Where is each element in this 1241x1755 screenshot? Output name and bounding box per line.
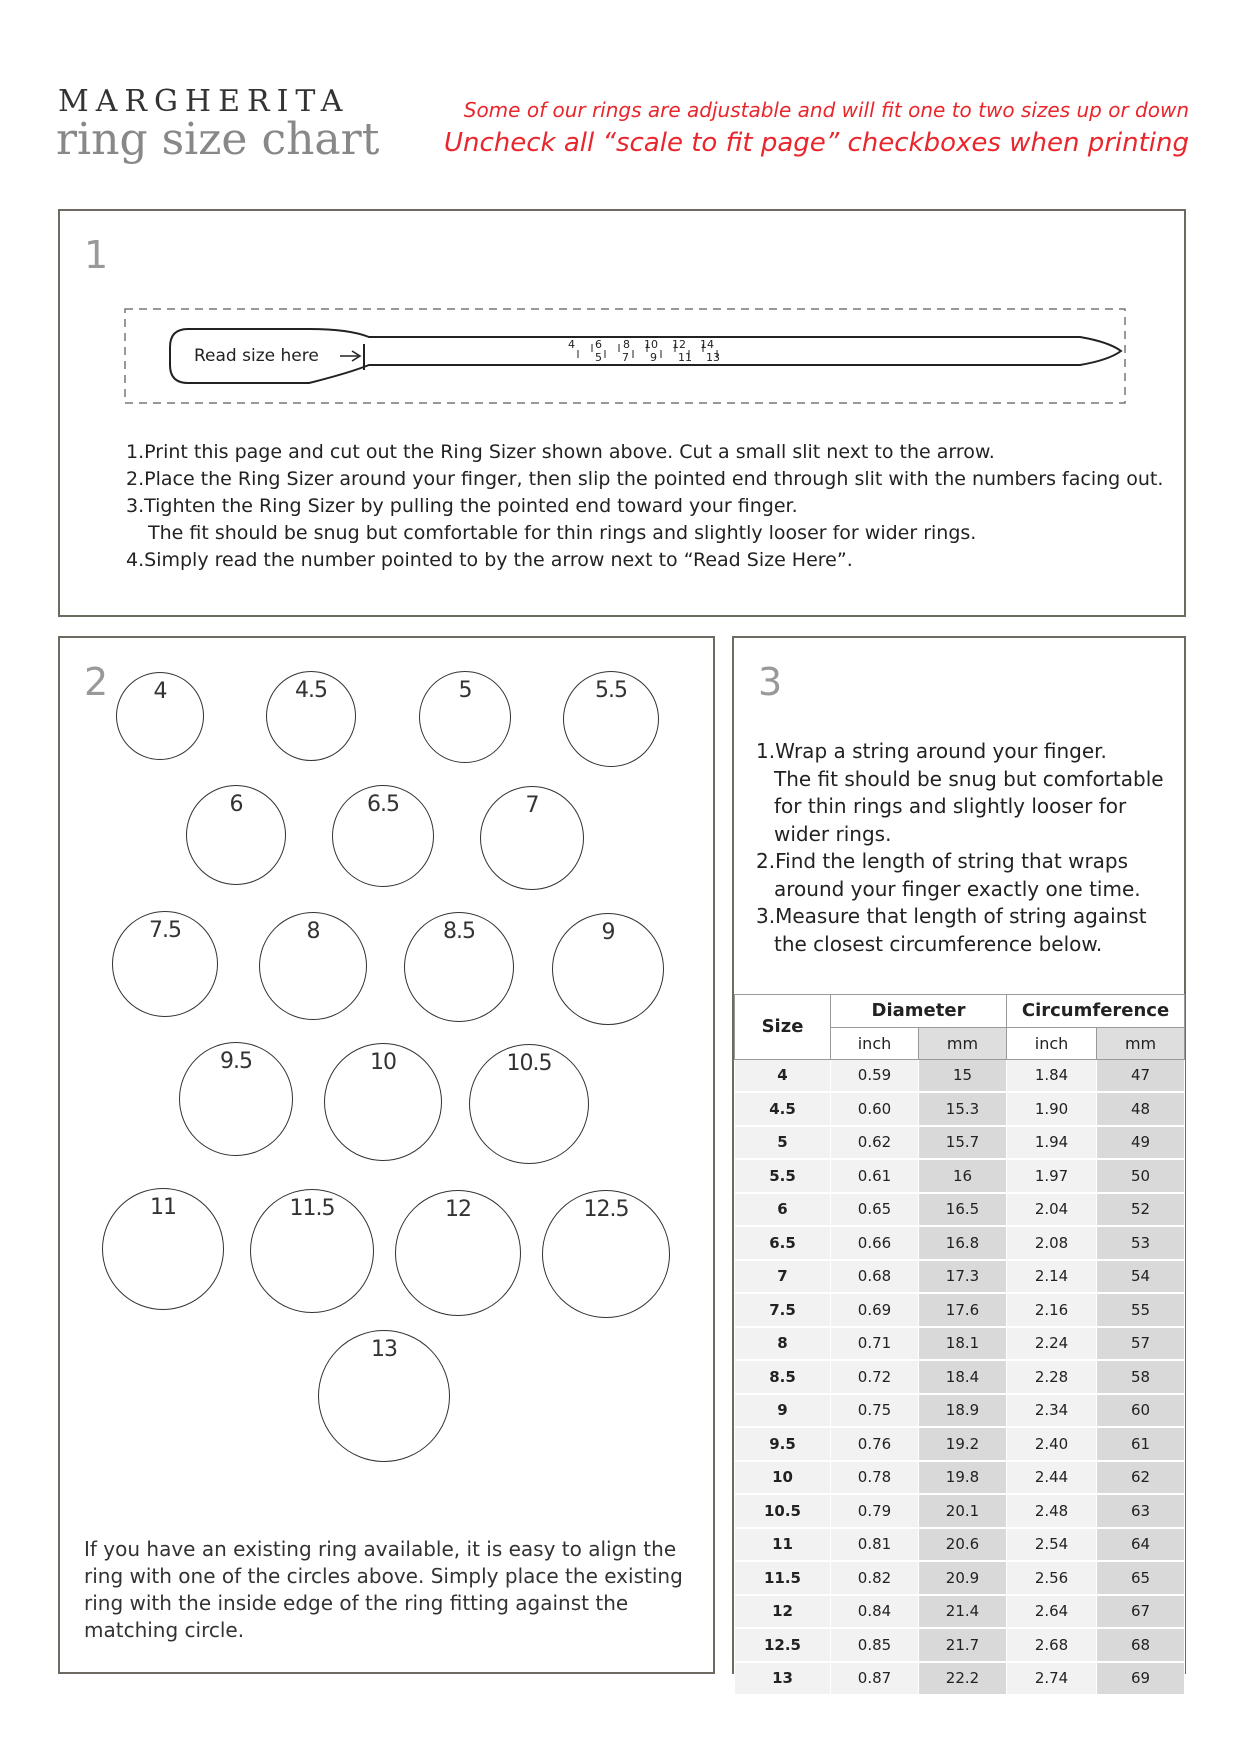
- sizer-tick-label: 11: [678, 351, 692, 364]
- diameter-inch-cell: 0.72: [831, 1360, 919, 1394]
- size-cell: 6.5: [735, 1226, 831, 1260]
- ring-circle: [332, 785, 434, 887]
- sizer-tick-label: 10: [644, 338, 658, 351]
- sizer-tick-label: 14: [700, 338, 714, 351]
- circumference-mm-cell: 55: [1097, 1293, 1185, 1327]
- step3-panel: [732, 636, 1186, 1688]
- ring-circle: [404, 912, 514, 1022]
- diameter-inch-cell: 0.84: [831, 1595, 919, 1629]
- circumference-mm-cell: 67: [1097, 1595, 1185, 1629]
- ring-circle-label: 11: [150, 1195, 176, 1220]
- page-title: ring size chart: [56, 114, 380, 165]
- diameter-mm-cell: 15.7: [919, 1126, 1007, 1160]
- ring-circle: [266, 671, 356, 761]
- size-cell: 12: [735, 1595, 831, 1629]
- step1-instruction: The fit should be snug but comfortable for thin rings and slightly looser for wider rings.: [148, 522, 977, 544]
- ring-circle-label: 7.5: [149, 918, 181, 943]
- circumference-inch-header: inch: [1007, 1027, 1097, 1059]
- size-cell: 5.5: [735, 1159, 831, 1193]
- table-row: [735, 1327, 1185, 1361]
- step1-instruction: 3.Tighten the Ring Sizer by pulling the pointed end toward your finger.: [126, 495, 798, 517]
- sizer-tick-label: 6: [595, 338, 602, 351]
- sizer-tick-label: 7: [622, 351, 629, 364]
- circumference-inch-cell: 2.68: [1007, 1628, 1097, 1662]
- size-cell: 12.5: [735, 1628, 831, 1662]
- ring-circle-label: 4.5: [295, 678, 327, 703]
- ring-circle: [318, 1330, 450, 1462]
- print-notice: Uncheck all “scale to fit page” checkboxes when printing: [443, 128, 1189, 158]
- step1-instruction: 2.Place the Ring Sizer around your finger, then slip the pointed end through slit with the numbers facing out.: [126, 468, 1164, 490]
- circumference-inch-cell: 1.97: [1007, 1159, 1097, 1193]
- circumference-mm-cell: 68: [1097, 1628, 1185, 1662]
- size-cell: 9.5: [735, 1427, 831, 1461]
- table-row: [735, 1662, 1185, 1696]
- diameter-mm-cell: 18.1: [919, 1327, 1007, 1361]
- size-cell: 10.5: [735, 1494, 831, 1528]
- diameter-mm-cell: 20.1: [919, 1494, 1007, 1528]
- circumference-inch-cell: 2.14: [1007, 1260, 1097, 1294]
- diameter-inch-cell: 0.61: [831, 1159, 919, 1193]
- diameter-inch-cell: 0.62: [831, 1126, 919, 1160]
- ring-circle: [552, 913, 664, 1025]
- diameter-inch-cell: 0.71: [831, 1327, 919, 1361]
- ring-circle: [186, 785, 286, 885]
- diameter-mm-cell: 21.7: [919, 1628, 1007, 1662]
- circumference-inch-cell: 2.08: [1007, 1226, 1097, 1260]
- circumference-inch-cell: 1.94: [1007, 1126, 1097, 1160]
- circumference-mm-cell: 52: [1097, 1193, 1185, 1227]
- circumference-inch-cell: 2.54: [1007, 1528, 1097, 1562]
- circumference-mm-cell: 65: [1097, 1561, 1185, 1595]
- step1-instruction: 1.Print this page and cut out the Ring Sizer shown above. Cut a small slit next to the arrow.: [126, 441, 995, 463]
- ring-circle: [480, 786, 584, 890]
- sizer-tick-label: 4: [568, 338, 575, 351]
- circumference-inch-cell: 2.64: [1007, 1595, 1097, 1629]
- circumference-inch-cell: 2.04: [1007, 1193, 1097, 1227]
- table-row: [735, 1561, 1185, 1595]
- diameter-inch-cell: 0.81: [831, 1528, 919, 1562]
- ring-circle: [419, 671, 511, 763]
- diameter-inch-cell: 0.75: [831, 1394, 919, 1428]
- ring-circle-label: 6: [229, 792, 243, 817]
- step2-number: 2: [84, 660, 109, 704]
- ring-circle-label: 6.5: [367, 792, 399, 817]
- circumference-mm-cell: 53: [1097, 1226, 1185, 1260]
- step2-panel: [58, 636, 715, 1674]
- circumference-inch-cell: 2.44: [1007, 1461, 1097, 1495]
- ring-circle: [395, 1190, 521, 1316]
- ring-circle: [102, 1188, 224, 1310]
- size-cell: 13: [735, 1662, 831, 1696]
- diameter-mm-cell: 21.4: [919, 1595, 1007, 1629]
- circumference-inch-cell: 2.24: [1007, 1327, 1097, 1361]
- sizer-tick-label: 5: [595, 351, 602, 364]
- diameter-inch-cell: 0.85: [831, 1628, 919, 1662]
- diameter-inch-cell: 0.78: [831, 1461, 919, 1495]
- size-cell: 7: [735, 1260, 831, 1294]
- circumference-inch-cell: 2.56: [1007, 1561, 1097, 1595]
- step3-instruction: the closest circumference below.: [774, 931, 1103, 956]
- size-cell: 5: [735, 1126, 831, 1160]
- circumference-mm-cell: 57: [1097, 1327, 1185, 1361]
- ring-circle-label: 10.5: [506, 1051, 552, 1076]
- circumference-inch-cell: 2.74: [1007, 1662, 1097, 1696]
- circumference-inch-cell: 1.90: [1007, 1092, 1097, 1126]
- circumference-mm-cell: 69: [1097, 1662, 1185, 1696]
- table-row: [735, 1226, 1185, 1260]
- table-row: [735, 1528, 1185, 1562]
- circumference-mm-cell: 58: [1097, 1360, 1185, 1394]
- circumference-header: Circumference: [1007, 995, 1185, 1028]
- size-table: [734, 994, 1185, 1696]
- size-cell: 11: [735, 1528, 831, 1562]
- circumference-inch-cell: 1.84: [1007, 1059, 1097, 1092]
- table-row: [735, 1126, 1185, 1160]
- size-cell: 8.5: [735, 1360, 831, 1394]
- ring-circle-label: 11.5: [289, 1196, 335, 1221]
- step1-instructions: [126, 439, 1164, 574]
- size-cell: 6: [735, 1193, 831, 1227]
- step3-instruction: around your finger exactly one time.: [774, 876, 1141, 901]
- sizer-label: Read size here: [194, 346, 319, 366]
- diameter-inch-cell: 0.76: [831, 1427, 919, 1461]
- diameter-mm-cell: 19.8: [919, 1461, 1007, 1495]
- size-cell: 11.5: [735, 1561, 831, 1595]
- table-row: [735, 1461, 1185, 1495]
- circumference-mm-cell: 60: [1097, 1394, 1185, 1428]
- ring-circle-label: 12.5: [583, 1197, 629, 1222]
- diameter-inch-cell: 0.60: [831, 1092, 919, 1126]
- step3-instruction: wider rings.: [774, 821, 892, 846]
- ring-sizer-cutout: [124, 297, 1128, 407]
- ring-circle-label: 7: [525, 793, 539, 818]
- step3-instruction: for thin rings and slightly looser for: [774, 794, 1127, 818]
- size-cell: 7.5: [735, 1293, 831, 1327]
- ring-circle-label: 5.5: [595, 678, 627, 703]
- size-header: Size: [735, 995, 831, 1060]
- sizer-tick-label: 13: [706, 351, 720, 364]
- adjustable-notice: Some of our rings are adjustable and will fit one to two sizes up or down: [463, 98, 1189, 122]
- circumference-inch-cell: 2.34: [1007, 1394, 1097, 1428]
- ring-circle: [324, 1043, 442, 1161]
- step1-panel: [58, 209, 1186, 617]
- step3-instruction: 1.Wrap a string around your finger.: [756, 739, 1107, 763]
- table-row: [735, 1293, 1185, 1327]
- size-cell: 4: [735, 1059, 831, 1092]
- table-row: [735, 1394, 1185, 1428]
- table-row: [735, 1260, 1185, 1294]
- circumference-inch-cell: 2.48: [1007, 1494, 1097, 1528]
- circumference-mm-cell: 49: [1097, 1126, 1185, 1160]
- ring-circle: [116, 672, 204, 760]
- step1-instruction: 4.Simply read the number pointed to by the arrow next to “Read Size Here”.: [126, 549, 853, 571]
- circumference-inch-cell: 2.28: [1007, 1360, 1097, 1394]
- circumference-mm-cell: 54: [1097, 1260, 1185, 1294]
- diameter-inch-cell: 0.82: [831, 1561, 919, 1595]
- table-row: [735, 1595, 1185, 1629]
- circumference-mm-cell: 48: [1097, 1092, 1185, 1126]
- circumference-mm-cell: 61: [1097, 1427, 1185, 1461]
- diameter-inch-cell: 0.65: [831, 1193, 919, 1227]
- diameter-inch-cell: 0.79: [831, 1494, 919, 1528]
- table-row: [735, 1059, 1185, 1092]
- table-row: [735, 1159, 1185, 1193]
- table-row: [735, 1494, 1185, 1528]
- ring-circle-label: 5: [458, 678, 472, 703]
- diameter-mm-cell: 16.8: [919, 1226, 1007, 1260]
- diameter-mm-cell: 16.5: [919, 1193, 1007, 1227]
- ring-circle-label: 4: [153, 679, 167, 704]
- ring-circle-label: 10: [370, 1050, 396, 1075]
- diameter-inch-cell: 0.68: [831, 1260, 919, 1294]
- step3-instruction: 2.Find the length of string that wraps: [756, 849, 1129, 873]
- ring-circle: [179, 1042, 293, 1156]
- sizer-tick-label: 8: [623, 338, 630, 351]
- table-row: [735, 1092, 1185, 1126]
- diameter-mm-cell: 17.3: [919, 1260, 1007, 1294]
- diameter-mm-cell: 18.4: [919, 1360, 1007, 1394]
- diameter-mm-cell: 22.2: [919, 1662, 1007, 1696]
- step3-instruction: The fit should be snug but comfortable: [774, 766, 1164, 791]
- step3-instruction: 3.Measure that length of string against: [756, 904, 1147, 928]
- diameter-mm-cell: 17.6: [919, 1293, 1007, 1327]
- diameter-header: Diameter: [831, 995, 1007, 1028]
- diameter-inch-cell: 0.66: [831, 1226, 919, 1260]
- ring-circle-label: 8.5: [443, 919, 475, 944]
- diameter-mm-cell: 20.9: [919, 1561, 1007, 1595]
- size-cell: 10: [735, 1461, 831, 1495]
- step3-instructions: [756, 738, 1176, 958]
- table-row: [735, 1193, 1185, 1227]
- ring-circle: [259, 912, 367, 1020]
- ring-circle: [542, 1190, 670, 1318]
- diameter-mm-cell: 15: [919, 1059, 1007, 1092]
- ring-circle: [563, 671, 659, 767]
- diameter-inch-cell: 0.59: [831, 1059, 919, 1092]
- circumference-mm-cell: 63: [1097, 1494, 1185, 1528]
- ring-circle: [250, 1189, 374, 1313]
- size-table-body: [735, 1059, 1185, 1695]
- diameter-mm-cell: 16: [919, 1159, 1007, 1193]
- step1-number: 1: [84, 233, 109, 277]
- diameter-mm-cell: 20.6: [919, 1528, 1007, 1562]
- circumference-inch-cell: 2.16: [1007, 1293, 1097, 1327]
- diameter-mm-cell: 19.2: [919, 1427, 1007, 1461]
- circumference-inch-cell: 2.40: [1007, 1427, 1097, 1461]
- brand-name: MARGHERITA: [58, 84, 350, 119]
- sizer-tick-label: 12: [672, 338, 686, 351]
- ring-circle-label: 9.5: [220, 1049, 252, 1074]
- diameter-mm-cell: 15.3: [919, 1092, 1007, 1126]
- ring-circle-label: 13: [371, 1337, 397, 1362]
- circumference-mm-cell: 64: [1097, 1528, 1185, 1562]
- table-row: [735, 1360, 1185, 1394]
- diameter-inch-cell: 0.69: [831, 1293, 919, 1327]
- diameter-mm-header: mm: [919, 1027, 1007, 1059]
- size-cell: 8: [735, 1327, 831, 1361]
- ring-circle-label: 8: [306, 919, 320, 944]
- circumference-mm-cell: 62: [1097, 1461, 1185, 1495]
- sizer-tick-label: 9: [650, 351, 657, 364]
- ring-circle: [469, 1044, 589, 1164]
- table-row: [735, 1427, 1185, 1461]
- circumference-mm-cell: 47: [1097, 1059, 1185, 1092]
- circumference-mm-header: mm: [1097, 1027, 1185, 1059]
- diameter-inch-cell: 0.87: [831, 1662, 919, 1696]
- step3-number: 3: [758, 660, 783, 704]
- size-cell: 4.5: [735, 1092, 831, 1126]
- diameter-inch-header: inch: [831, 1027, 919, 1059]
- table-row: [735, 1628, 1185, 1662]
- circumference-mm-cell: 50: [1097, 1159, 1185, 1193]
- diameter-mm-cell: 18.9: [919, 1394, 1007, 1428]
- ring-circle: [112, 911, 218, 1017]
- step2-text: If you have an existing ring available, it is easy to align the ring with one of the circles above. Simply place the existing ring with the inside edge of the ring fitting against the matching circle.: [84, 1537, 683, 1642]
- ring-circle-label: 9: [601, 920, 615, 945]
- ring-circle-label: 12: [445, 1197, 471, 1222]
- size-cell: 9: [735, 1394, 831, 1428]
